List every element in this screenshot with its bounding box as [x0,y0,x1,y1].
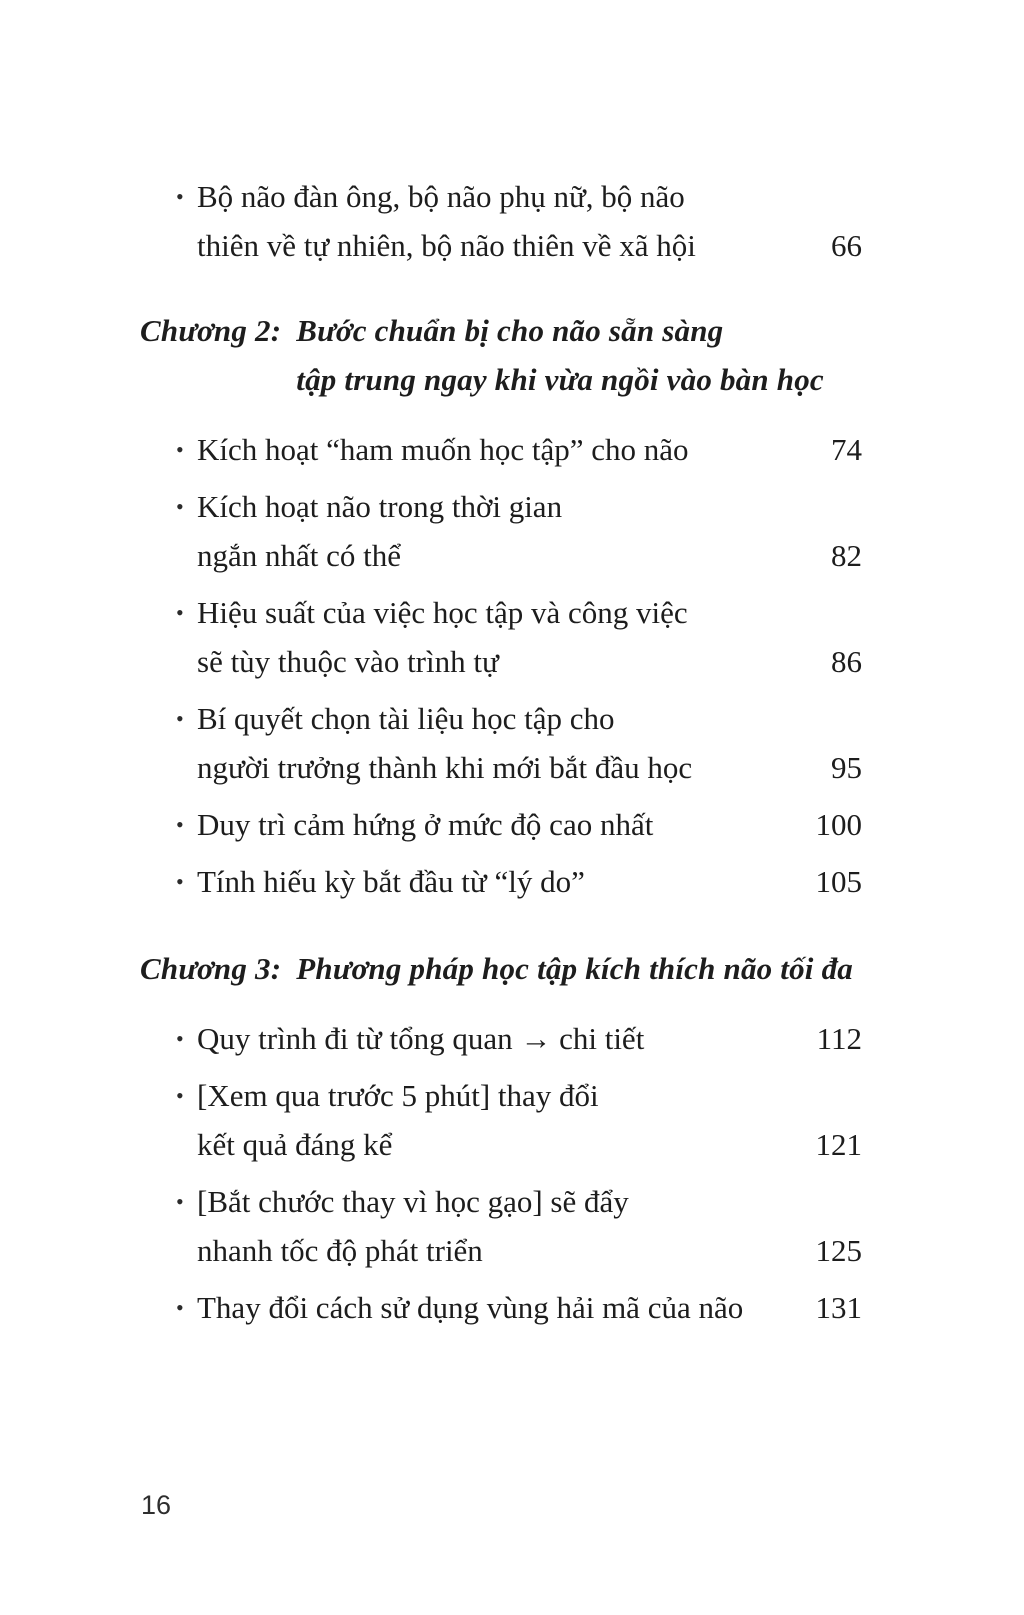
toc-entry-line: [Bắt chước thay vì học gạo] sẽ đẩy [197,1184,629,1219]
toc-entry-title [197,800,802,849]
toc-page-number: 86 [831,644,862,679]
toc-entry-line: ngắn nhất có thể [197,538,402,573]
chapter-title [296,306,862,404]
toc-entry-line: nhanh tốc độ phát triển [197,1233,483,1268]
chapter-title-line: tập trung ngay khi vừa ngồi vào bàn học [296,362,824,397]
toc-entry [140,1014,862,1063]
toc-page-number: 112 [816,1021,862,1056]
bullet-icon: • [176,494,184,519]
chapter-title-line: Bước chuẩn bị cho não sẵn sàng [296,313,724,348]
toc-entry [140,1283,862,1332]
bullet-icon: • [176,869,184,894]
toc-page-number: 105 [815,864,862,899]
toc-entry-line: [Xem qua trước 5 phút] thay đổi [197,1078,599,1113]
toc-entry-line: thiên về tự nhiên, bộ não thiên về xã hội [197,228,696,263]
toc-entry-title [197,1014,803,1063]
toc-entry-line: Quy trình đi từ tổng quan → chi tiết [197,1021,645,1056]
toc-page-number: 121 [815,1127,862,1162]
toc-entry [140,694,862,792]
toc-entry-line: kết quả đáng kể [197,1127,393,1162]
toc-entry-line: người trưởng thành khi mới bắt đầu học [197,750,693,785]
toc-page-number: 82 [831,538,862,573]
toc-entry [140,857,862,906]
toc-entry-line: Tính hiếu kỳ bắt đầu từ “lý do” [197,864,585,899]
toc-entry-title [197,1283,802,1332]
chapter-title [296,944,862,993]
bullet-icon: • [176,1083,184,1108]
toc-entry-line: Kích hoạt “ham muốn học tập” cho não [197,432,689,467]
toc-entry [140,172,862,270]
chapter-label: Chương 3: [140,951,282,986]
toc-entry [140,588,862,686]
toc-entry-title [197,588,817,686]
chapter-label: Chương 2: [140,313,282,348]
toc-entry-line: Thay đổi cách sử dụng vùng hải mã của não [197,1290,744,1325]
bullet-icon: • [176,812,184,837]
toc-entry-title [197,172,817,270]
table-of-contents [140,172,862,1340]
toc-entry [140,800,862,849]
toc-entry [140,425,862,474]
toc-entry-line: Bí quyết chọn tài liệu học tập cho [197,701,615,736]
toc-entry [140,1071,862,1169]
toc-page-number: 95 [831,750,862,785]
folio-page-number: 16 [141,1490,172,1520]
toc-entry-title [197,482,817,580]
toc-page-number: 131 [815,1290,862,1325]
toc-entry [140,1177,862,1275]
toc-entry-title [197,1071,802,1169]
bullet-icon: • [176,706,184,731]
toc-page-number: 66 [831,228,862,263]
toc-entry-line: Kích hoạt não trong thời gian [197,489,563,524]
bullet-icon: • [176,1189,184,1214]
bullet-icon: • [176,437,184,462]
bullet-icon: • [176,1295,184,1320]
toc-page-number: 100 [815,807,862,842]
toc-entry-title [197,694,817,792]
chapter-title-line: Phương pháp học tập kích thích não tối đa [296,951,853,986]
toc-entry-title [197,857,802,906]
toc-entry-line: Bộ não đàn ông, bộ não phụ nữ, bộ não [197,179,685,214]
toc-entry-title [197,1177,802,1275]
toc-entry-title [197,425,817,474]
toc-entry-line: Hiệu suất của việc học tập và công việc [197,595,688,630]
chapter-heading [140,944,862,993]
toc-entry-line: sẽ tùy thuộc vào trình tự [197,644,499,679]
toc-page-number: 74 [831,432,862,467]
toc-entry [140,482,862,580]
toc-page-number: 125 [815,1233,862,1268]
bullet-icon: • [176,1026,184,1051]
toc-entry-line: Duy trì cảm hứng ở mức độ cao nhất [197,807,654,842]
bullet-icon: • [176,184,184,209]
bullet-icon: • [176,600,184,625]
chapter-heading [140,306,862,404]
